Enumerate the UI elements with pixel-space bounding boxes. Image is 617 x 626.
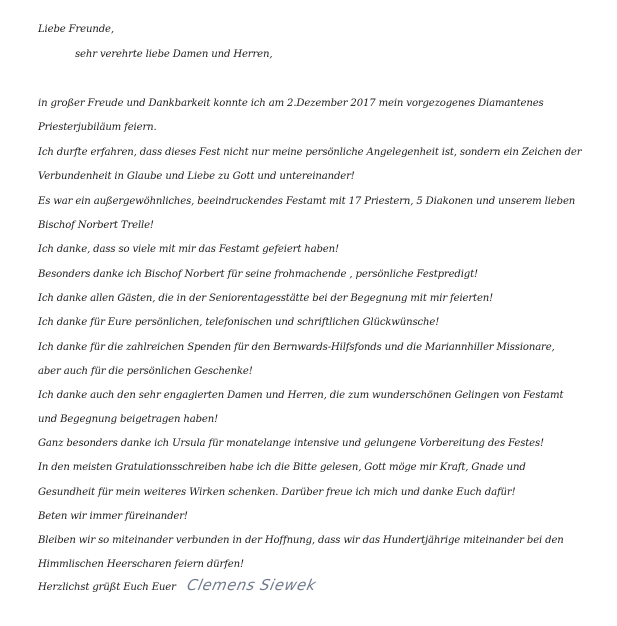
salutation-second-line: sehr verehrte liebe Damen und Herren,: [75, 49, 273, 60]
letter-line: Priesterjubiläum feiern.: [38, 122, 157, 133]
salutation: Liebe Freunde,: [38, 24, 114, 35]
letter-line: Verbundenheit in Glaube und Liebe zu Gott und untereinander!: [38, 171, 355, 182]
letter-line: Gesundheit für mein weiteres Wirken schenken. Darüber freue ich mich und danke Euch dafür!: [38, 487, 516, 498]
letter-line: Ich danke, dass so viele mit mir das Festamt gefeiert haben!: [38, 244, 339, 255]
signature: Clemens Siewek: [185, 576, 318, 594]
closing-text: Herzlichst grüßt Euch Euer: [38, 582, 176, 593]
letter-line: Ich danke auch den sehr engagierten Damen und Herren, die zum wunderschönen Gelingen von Festamt: [38, 390, 564, 401]
letter-line: Bischof Norbert Trelle!: [38, 220, 154, 231]
letter-line: Ich danke für die zahlreichen Spenden für den Bernwards-Hilfsfonds und die Mariannhiller Missionare,: [38, 342, 555, 353]
letter-line: in großer Freude und Dankbarkeit konnte ich am 2.Dezember 2017 mein vorgezogenes Diamantenes: [38, 98, 544, 109]
letter-line: Ich danke für Eure persönlichen, telefonischen und schriftlichen Glückwünsche!: [38, 317, 440, 328]
letter-line: und Begegnung beigetragen haben!: [38, 414, 218, 425]
letter-line: Bleiben wir so miteinander verbunden in der Hoffnung, dass wir das Hundertjährige miteinander bei den: [38, 535, 564, 546]
letter-line: Ich durfte erfahren, dass dieses Fest nicht nur meine persönliche Angelegenheit ist, sondern ein Zeichen der: [38, 147, 582, 158]
letter-line: Ich danke allen Gästen, die in der Seniorentagesstätte bei der Begegnung mit mir feierten!: [38, 293, 494, 304]
letter-line: Besonders danke ich Bischof Norbert für seine frohmachende , persönliche Festpredigt!: [38, 269, 478, 280]
closing-line: [38, 578, 317, 595]
letter-line: Himmlischen Heerscharen feiern dürfen!: [38, 559, 244, 570]
letter-line: aber auch für die persönlichen Geschenke!: [38, 366, 253, 377]
letter-line: In den meisten Gratulationsschreiben habe ich die Bitte gelesen, Gott möge mir Kraft, Gnade und: [38, 462, 526, 473]
letter-line: Ganz besonders danke ich Ursula für monatelange intensive und gelungene Vorbereitung des Festes!: [38, 438, 544, 449]
letter-line: Beten wir immer füreinander!: [38, 511, 188, 522]
letter-line: Es war ein außergewöhnliches, beeindruckendes Festamt mit 17 Priestern, 5 Diakonen und unserem lieben: [38, 196, 576, 207]
